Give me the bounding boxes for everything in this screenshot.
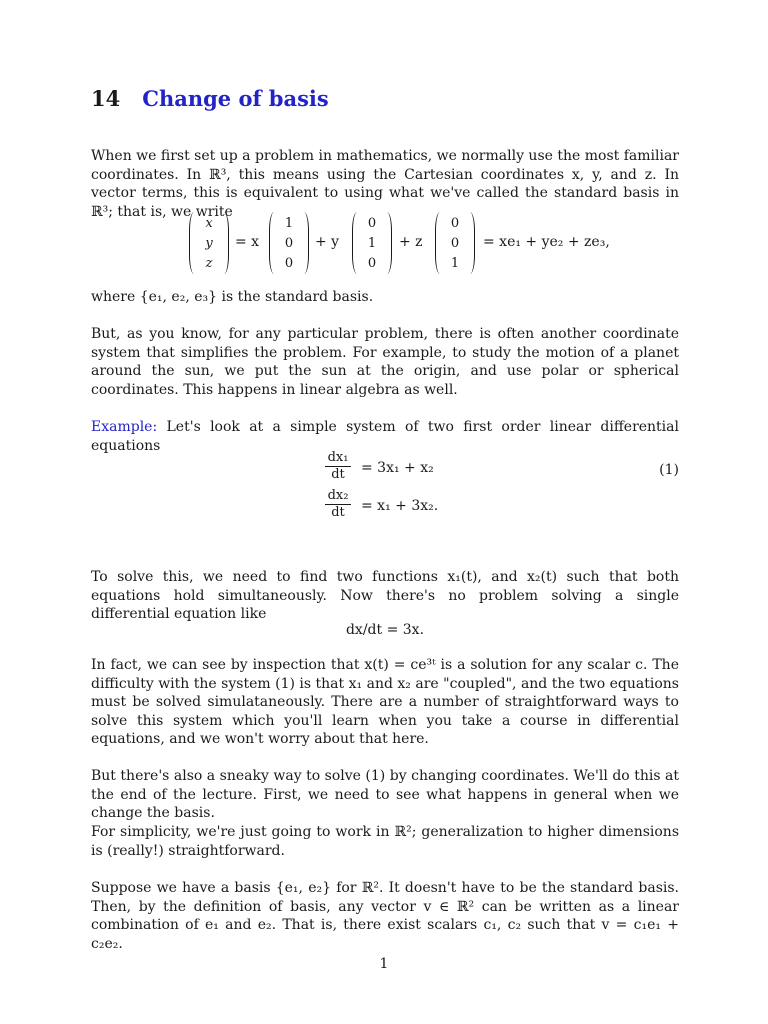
coordinate-system-paragraph: But, as you know, for any particular problem, there is often another coordinate system that simplifies the problem. For example, to study the motion of a planet around the sun, we put the sun at the origin, and use polar or spherical coordinates. This happens in linear algebra as well. (91, 326, 679, 398)
sneaky-way-paragraph: But there's also a sneaky way to solve (1) by changing coordinates. We'll do this at the end of the lecture. First, we need to see what happens in general when we change the basis. (91, 768, 679, 822)
plus-y: + y (315, 234, 340, 250)
vector-e1: 1 0 0 (269, 212, 309, 276)
fraction-dx1-dt: $\frac{\text{dx₁}}{dt}$ (325, 450, 351, 483)
simplicity-paragraph: For simplicity, we're just going to work in ℝ²; generalization to higher dimensions is (really!) straightforward. (91, 824, 679, 859)
basis-paragraph: Suppose we have a basis {e₁, e₂} for ℝ². It doesn't have to be the standard basis. Then, by the definition of basis, any vector v ∈ ℝ² can be written as a linear combination of e₁ and e₂. That is, there exist scalars c₁, c₂ such that v = c₁e₁ + c₂e₂. (91, 880, 679, 952)
vector-e3: 0 0 1 (435, 212, 475, 276)
section-number: 14 (91, 86, 121, 111)
intro-paragraph: When we first set up a problem in mathematics, we normally use the most familiar coordinates. In ℝ³, this means using the Cartesian coordinates x, y, and z. In vector terms, this is equivalent to using what we've called the standard basis in ℝ³; that is, we write (91, 148, 679, 220)
plus-z: + z (399, 234, 423, 250)
lhs-z: z (205, 256, 213, 271)
section-title: Change of basis (142, 86, 329, 111)
standard-basis-paragraph: where {e₁, e₂, e₃} is the standard basis. (91, 289, 374, 305)
eq-x: = x (235, 234, 260, 250)
example-text: Let's look at a simple system of two first order linear differential equations (91, 419, 679, 454)
vector-xyz (189, 212, 229, 276)
lhs-x: x (205, 216, 213, 231)
lhs-y: y (205, 236, 213, 251)
fraction-dx2-dt: $\frac{\text{dx₂}}{dt}$ (325, 488, 351, 521)
equation-number: (1) (659, 462, 679, 478)
equation-1-rhs: = 3x₁ + x₂ (361, 460, 434, 476)
vector-e2: 0 1 0 (352, 212, 392, 276)
solve-paragraph: To solve this, we need to find two functions x₁(t), and x₂(t) such that both equations hold simultaneously. Now there's no problem solving a single differential equation like (91, 569, 679, 623)
example-label: Example: (91, 419, 158, 435)
single-differential-equation: dx/dt = 3x. (345, 622, 425, 638)
vector-rhs: = xe₁ + ye₂ + ze₃, (483, 234, 610, 250)
differential-equation-system (325, 450, 679, 530)
equation-2-rhs: = x₁ + 3x₂. (361, 498, 439, 514)
section-heading (91, 86, 329, 111)
vector-equation (189, 212, 689, 276)
inspection-paragraph: In fact, we can see by inspection that x(t) = ce³ᵗ is a solution for any scalar c. The difficulty with the system (1) is that x₁ and x₂ are "coupled", and the two equations must be solved simulataneously. There are a number of straightforward ways to solve this system which you'll learn when you take a course in differential equations, and we won't worry about that here. (91, 657, 679, 748)
page-number: 1 (379, 956, 389, 972)
